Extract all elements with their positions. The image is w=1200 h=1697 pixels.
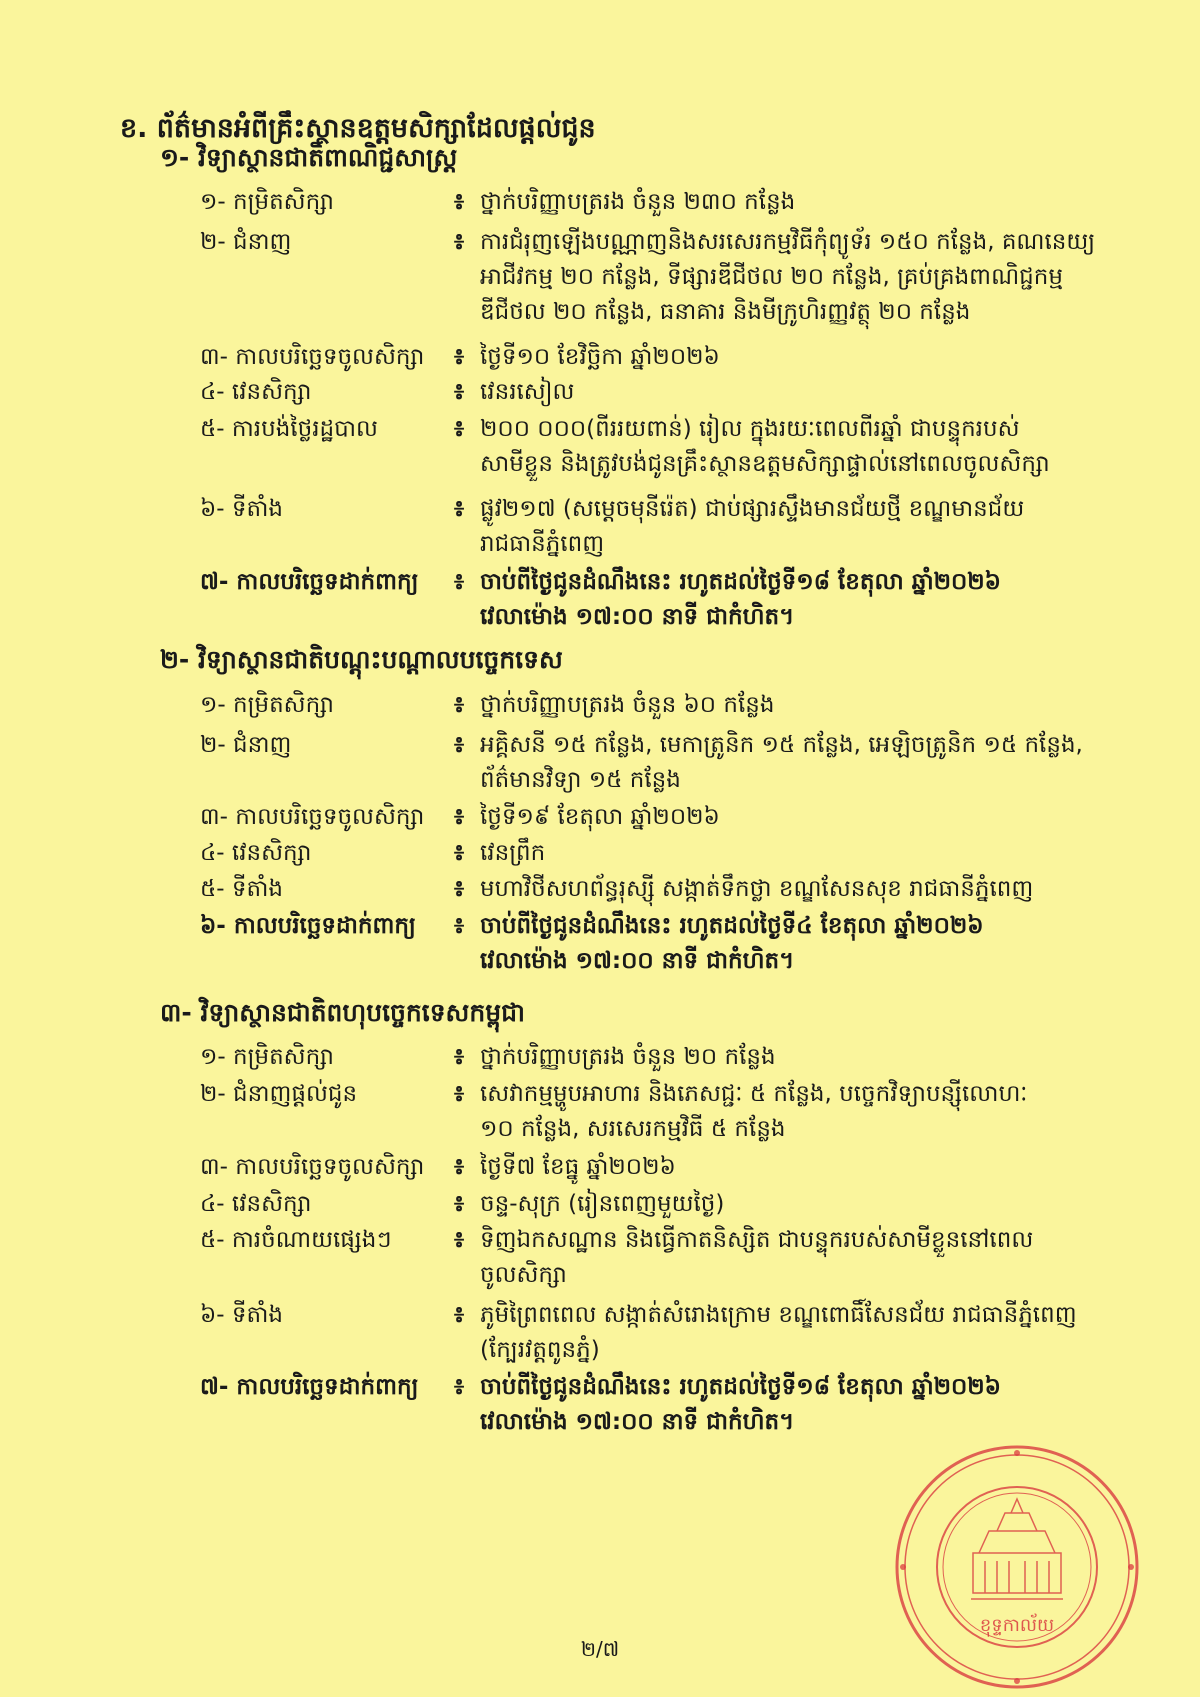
row-label: ៥- ទីតាំង: [200, 876, 283, 902]
row-colon: ៖: [453, 876, 465, 902]
row-value-line: សាមីខ្លួន និងត្រូវបង់ជូនគ្រឹះស្ថានឧត្តមសិក្សាផ្ទាល់នៅពេលចូលសិក្សា: [480, 451, 1050, 477]
info-row: [200, 1370, 1100, 1440]
row-value-line: ១០ កន្លែង, សរសេរកម្មវិធី ៥ កន្លែង: [480, 1116, 786, 1142]
row-value: [480, 1223, 1200, 1293]
row-label: ៤- វេនសិក្សា: [200, 379, 312, 405]
row-value: [480, 1298, 1200, 1368]
row-value-line: ចន្ទ-សុក្រ (រៀនពេញមួយថ្ងៃ): [480, 1191, 725, 1217]
page-heading: ខ. ព័ត៌មានអំពីគ្រឹះស្ថានឧត្តមសិក្សាដែលផ្តល់ជូន: [120, 113, 596, 144]
row-colon: ៖: [453, 913, 465, 939]
row-value: [480, 688, 1200, 723]
row-value-line: ទិញឯកសណ្ឋាន និងធ្វើកាតនិស្សិត ជាបន្ទុករបស់សាមីខ្លួននៅពេល: [480, 1227, 1034, 1253]
info-row: [200, 565, 1100, 635]
row-value: [480, 225, 1200, 330]
row-value-line: ចាប់ពីថ្ងៃជូនដំណឹងនេះ រហូតដល់ថ្ងៃទី១៨ ខែតុលា ឆ្នាំ២០២៦: [480, 1374, 1001, 1400]
row-label: ១- កម្រិតសិក្សា: [200, 1044, 334, 1070]
row-value-line: ថ្នាក់បរិញ្ញាបត្ររង ចំនួន ៦០ កន្លែង: [480, 692, 775, 718]
section-title: ៣- វិទ្យាស្ថានជាតិពហុបច្ចេកទេសកម្ពុជា: [160, 998, 525, 1027]
row-value-line: អាជីវកម្ម ២០ កន្លែង, ទីផ្សារឌីជីថល ២០ កន្លែង, គ្រប់គ្រងពាណិជ្ជកម្ម: [480, 264, 1063, 290]
row-colon: ៖: [453, 416, 465, 442]
row-value-line: អគ្គិសនី ១៥ កន្លែង, មេកាត្រូនិក ១៥ កន្លែង, អេឡិចត្រូនិក ១៥ កន្លែង,: [480, 732, 1083, 758]
row-colon: ៖: [453, 496, 465, 522]
row-label: ៤- វេនសិក្សា: [200, 1191, 312, 1217]
row-colon: ៖: [453, 344, 465, 370]
row-colon: ៖: [453, 1302, 465, 1328]
info-row: [200, 836, 1100, 871]
row-label: ៦- ទីតាំង: [200, 1302, 283, 1328]
row-value-line: វេលាម៉ោង ១៧:០០ នាទី ជាកំហិត។: [480, 948, 795, 974]
row-value: [480, 1370, 1200, 1440]
row-colon: ៖: [453, 189, 465, 215]
row-label: ៤- វេនសិក្សា: [200, 840, 312, 866]
row-value: [480, 800, 1200, 835]
info-row: [200, 800, 1100, 835]
row-label: ៦- កាលបរិច្ឆេទដាក់ពាក្យ: [200, 913, 416, 939]
info-row: [200, 225, 1100, 330]
row-label: ២- ជំនាញ: [200, 732, 292, 758]
row-value-line: ថ្ងៃទី១៩ ខែតុលា ឆ្នាំ២០២៦: [480, 804, 720, 830]
row-value-line: ថ្នាក់បរិញ្ញាបត្ររង ចំនួន ២៣០ កន្លែង: [480, 189, 796, 215]
row-value-line: ថ្ងៃទី៧ ខែធ្នូ ឆ្នាំ២០២៦: [480, 1154, 676, 1180]
row-value-line: រាជធានីភ្នំពេញ: [480, 531, 605, 557]
row-colon: ៖: [453, 1227, 465, 1253]
row-value: [480, 1040, 1200, 1075]
row-label: ៧- កាលបរិច្ឆេទដាក់ពាក្យ: [200, 1374, 419, 1400]
row-value: [480, 340, 1200, 375]
info-row: [200, 1223, 1100, 1293]
row-value: [480, 412, 1200, 482]
row-label: ៧- កាលបរិច្ឆេទដាក់ពាក្យ: [200, 569, 419, 595]
row-colon: ៖: [453, 840, 465, 866]
seal-text: ខុទ្ទកាល័យ: [979, 1615, 1055, 1636]
row-colon: ៖: [453, 1374, 465, 1400]
row-colon: ៖: [453, 379, 465, 405]
info-row: [200, 375, 1100, 410]
row-colon: ៖: [453, 1191, 465, 1217]
row-value-line: (ក្បែរវត្តពូនភ្នំ): [480, 1337, 600, 1363]
row-value: [480, 1150, 1200, 1185]
row-value: [480, 872, 1200, 907]
row-value-line: ភូមិព្រៃពពេល សង្កាត់សំរោងក្រោម ខណ្ឌពោធិ៍សែនជ័យ រាជធានីភ្នំពេញ: [480, 1302, 1077, 1328]
info-row: [200, 1040, 1100, 1075]
row-colon: ៖: [453, 732, 465, 758]
info-row: [200, 1077, 1100, 1147]
row-label: ៣- កាលបរិច្ឆេទចូលសិក្សា: [200, 804, 425, 830]
row-value-line: ការជំរុញឡើងបណ្ណាញនិងសរសេរកម្មវិធីកុំព្យូទ័រ ១៥០ កន្លែង, គណនេយ្យ: [480, 229, 1096, 255]
row-colon: ៖: [453, 1081, 465, 1107]
info-row: [200, 492, 1100, 562]
row-value-line: មហាវិថីសហព័ន្ធរុស្ស៊ី សង្កាត់ទឹកថ្លា ខណ្ឌសែនសុខ រាជធានីភ្នំពេញ: [480, 876, 1034, 902]
info-row: [200, 185, 1100, 220]
row-value: [480, 1187, 1200, 1222]
row-value: [480, 492, 1200, 562]
row-value-line: វេនព្រឹក: [480, 840, 546, 866]
row-value-line: ឌីជីថល ២០ កន្លែង, ធនាគារ និងមីក្រូហិរញ្ញវត្ថុ ២០ កន្លែង: [480, 299, 971, 325]
info-row: [200, 1150, 1100, 1185]
row-value-line: វេលាម៉ោង ១៧:០០ នាទី ជាកំហិត។: [480, 1409, 795, 1435]
row-label: ១- កម្រិតសិក្សា: [200, 692, 334, 718]
row-value: [480, 909, 1200, 979]
section-title: ១- វិទ្យាស្ថានជាតិពាណិជ្ជសាស្ត្រ: [160, 143, 458, 172]
row-value-line: ចាប់ពីថ្ងៃជូនដំណឹងនេះ រហូតដល់ថ្ងៃទី១៨ ខែតុលា ឆ្នាំ២០២៦: [480, 569, 1001, 595]
row-value: [480, 185, 1200, 220]
row-value-line: ចាប់ពីថ្ងៃជូនដំណឹងនេះ រហូតដល់ថ្ងៃទី៤ ខែតុលា ឆ្នាំ២០២៦: [480, 913, 984, 939]
info-row: [200, 688, 1100, 723]
row-value-line: ចូលសិក្សា: [480, 1262, 567, 1288]
row-colon: ៖: [453, 1154, 465, 1180]
info-row: [200, 728, 1100, 798]
section-title: ២- វិទ្យាស្ថានជាតិបណ្តុះបណ្តាលបច្ចេកទេស: [160, 645, 563, 674]
row-label: ៥- ការបង់ថ្លៃរដ្ឋបាល: [200, 416, 378, 442]
row-value-line: ថ្ងៃទី១០ ខែវិច្ឆិកា ឆ្នាំ២០២៦: [480, 344, 720, 370]
row-colon: ៖: [453, 1044, 465, 1070]
info-row: [200, 340, 1100, 375]
row-value-line: ផ្លូវ២១៧ (សម្តេចមុនីរ៉េត) ជាប់ផ្សារស្ទឹងមានជ័យថ្មី ខណ្ឌមានជ័យ: [480, 496, 1025, 522]
row-colon: ៖: [453, 804, 465, 830]
info-row: [200, 412, 1100, 482]
row-value-line: ថ្នាក់បរិញ្ញាបត្ររង ចំនួន ២០ កន្លែង: [480, 1044, 776, 1070]
row-value-line: ២០០ ០០០(ពីររយពាន់) រៀល ក្នុងរយៈពេលពីរឆ្នាំ ជាបន្ទុករបស់: [480, 416, 1020, 442]
row-value-line: ព័ត៌មានវិទ្យា ១៥ កន្លែង: [480, 767, 681, 793]
row-label: ៥- ការចំណាយផ្សេងៗ: [200, 1227, 392, 1253]
info-row: [200, 1298, 1100, 1368]
row-value: [480, 836, 1200, 871]
info-row: [200, 1187, 1100, 1222]
row-label: ៣- កាលបរិច្ឆេទចូលសិក្សា: [200, 344, 425, 370]
row-value: [480, 375, 1200, 410]
row-label: ៦- ទីតាំង: [200, 496, 283, 522]
row-colon: ៖: [453, 692, 465, 718]
row-label: ២- ជំនាញផ្តល់ជូន: [200, 1081, 358, 1107]
row-value: [480, 565, 1200, 635]
info-row: [200, 909, 1100, 979]
row-value-line: វេនរសៀល: [480, 379, 575, 405]
row-value-line: វេលាម៉ោង ១៧:០០ នាទី ជាកំហិត។: [480, 604, 795, 630]
info-row: [200, 872, 1100, 907]
page-number: ២/៧: [580, 1637, 620, 1661]
row-value-line: សេវាកម្មម្ហូបអាហារ និងភេសជ្ជៈ ៥ កន្លែង, បច្ចេកវិទ្យាបន្សុីលោហៈ: [480, 1081, 1028, 1107]
row-label: ៣- កាលបរិច្ឆេទចូលសិក្សា: [200, 1154, 425, 1180]
row-colon: ៖: [453, 229, 465, 255]
row-label: ១- កម្រិតសិក្សា: [200, 189, 334, 215]
row-value: [480, 1077, 1200, 1147]
row-value: [480, 728, 1200, 798]
row-label: ២- ជំនាញ: [200, 229, 292, 255]
official-seal-stamp: [893, 1443, 1141, 1691]
row-colon: ៖: [453, 569, 465, 595]
